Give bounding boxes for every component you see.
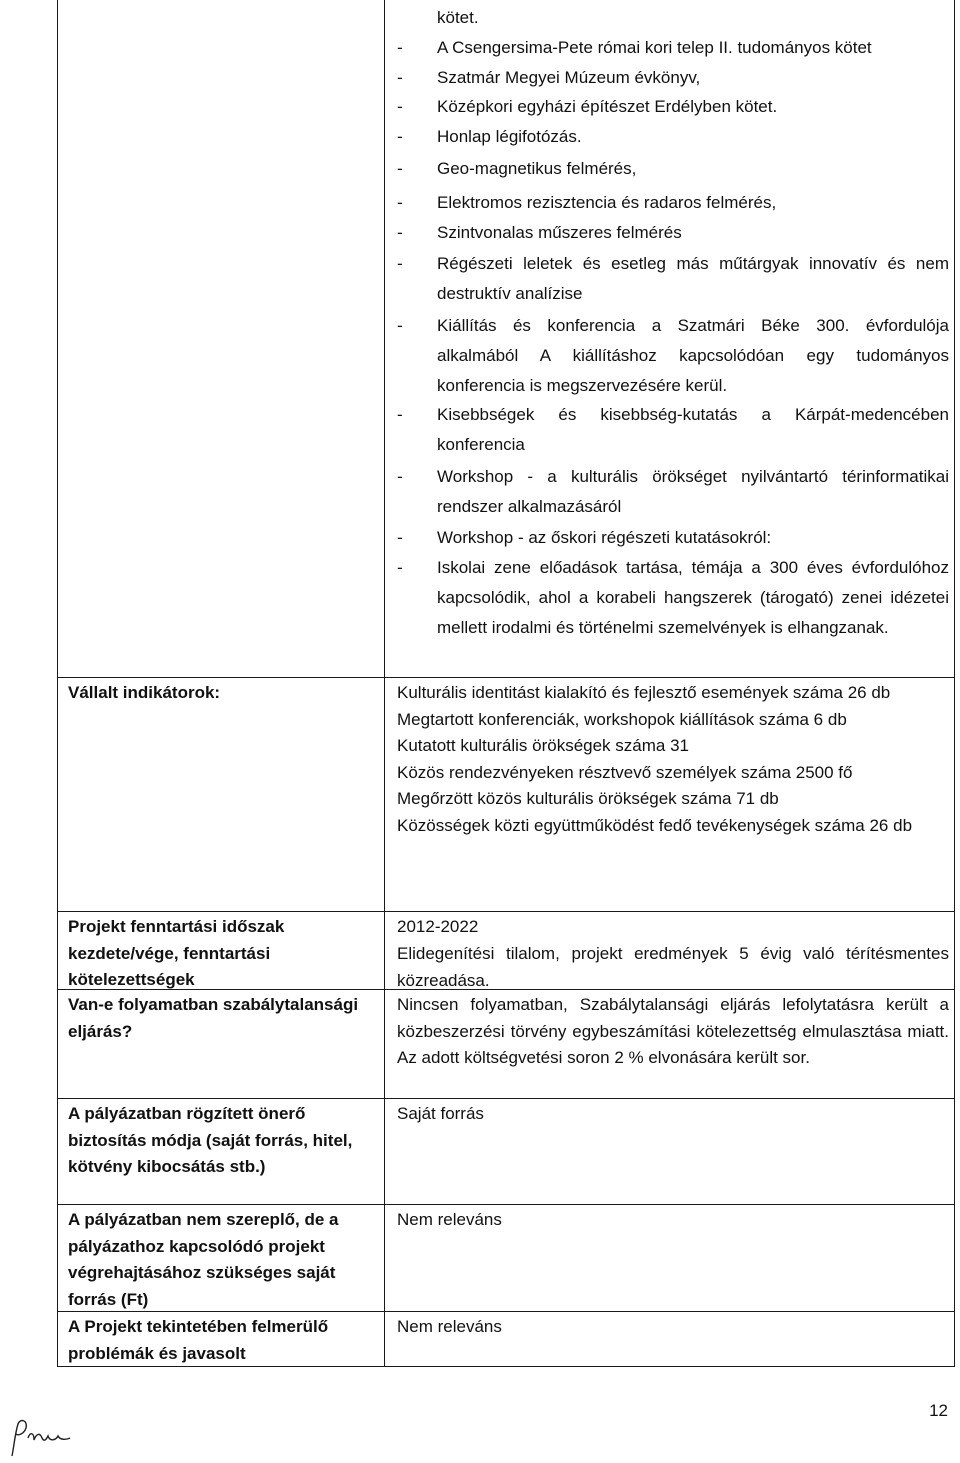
- table-right-border: [954, 0, 955, 1367]
- list-dash: -: [397, 316, 403, 335]
- table-middle-border: [384, 0, 385, 1367]
- list-dash: -: [397, 159, 403, 178]
- row-divider-maintenance: [57, 911, 955, 912]
- maintenance-period: 2012-2022: [397, 917, 479, 936]
- list-dash: -: [397, 68, 403, 87]
- problems-value: Nem releváns: [397, 1317, 502, 1336]
- page-number: 12: [929, 1401, 948, 1420]
- own-funding-label: A pályázatban rögzített önerő biztosítás módja (saját forrás, hitel, kötvény kibocsátás stb.): [68, 1104, 353, 1176]
- list-dash: -: [397, 97, 403, 116]
- list-dash: -: [397, 254, 403, 273]
- list-dash: -: [397, 223, 403, 242]
- indicators-label: Vállalt indikátorok:: [68, 683, 221, 702]
- maintenance-label: Projekt fenntartási időszak kezdete/vége, fenntartási kötelezettségek: [68, 917, 285, 989]
- list-dash: -: [397, 405, 403, 424]
- list-dash: -: [397, 467, 403, 486]
- indicators-values: [397, 680, 949, 839]
- continuation-text: kötet.: [437, 8, 479, 27]
- indicator-line: Közösségek közti együttműködést fedő tevékenységek száma 26 db: [397, 815, 913, 835]
- list-dash: -: [397, 558, 403, 577]
- list-dash: -: [397, 193, 403, 212]
- maintenance-obligation: Elidegenítési tilalom, projekt eredmények 5 évig való térítésmentes közreadása.: [397, 944, 949, 990]
- extra-funding-value: Nem releváns: [397, 1210, 502, 1229]
- irregularity-value: Nincsen folyamatban, Szabálytalansági eljárás lefolytatásra került a közbeszerzési törvény egybeszámítási kötelezettség elmulasztása miatt. Az adott költségvetési soron 2 % elvonására került sor.: [397, 995, 949, 1067]
- row-divider-extra-funding: [57, 1204, 955, 1205]
- list-dash: -: [397, 38, 403, 57]
- row-divider-indicators: [57, 677, 955, 678]
- row-divider-own-funding: [57, 1098, 955, 1099]
- indicator-line: Közös rendezvényeken résztvevő személyek száma 2500 fő: [397, 762, 853, 782]
- indicator-line: Kulturális identitást kialakító és fejlesztő események száma 26 db: [397, 683, 891, 702]
- irregularity-label: Van-e folyamatban szabálytalansági eljárás?: [68, 995, 359, 1041]
- indicator-line: Megtartott konferenciák, workshopok kiállítások száma 6 db: [397, 709, 847, 729]
- handwritten-signature: [6, 1416, 86, 1460]
- list-dash: -: [397, 127, 403, 146]
- table-left-border: [57, 0, 58, 1367]
- indicator-line: Kutatott kulturális örökségek száma 31: [397, 736, 689, 755]
- extra-funding-label: A pályázatban nem szereplő, de a pályázathoz kapcsolódó projekt végrehajtásához szükséges saját forrás (Ft): [68, 1210, 339, 1309]
- list-dash: -: [397, 528, 403, 547]
- indicator-line: Megőrzött közös kulturális örökségek száma 71 db: [397, 789, 779, 808]
- own-funding-value: Saját forrás: [397, 1104, 484, 1123]
- problems-label: A Projekt tekintetében felmerülő problémák és javasolt: [68, 1317, 329, 1363]
